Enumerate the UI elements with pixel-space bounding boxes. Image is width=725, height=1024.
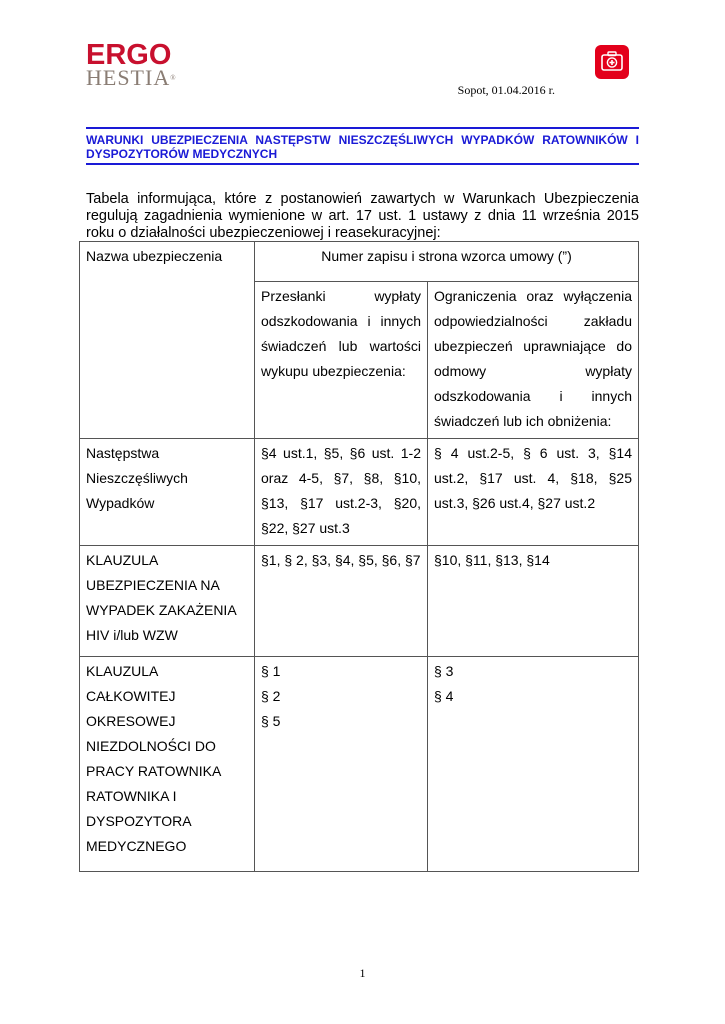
row-accidents-limitations: § 4 ust.2-5, § 6 ust. 3, §14 ust.2, §17 ust. 4, §18, §25 ust.3, §26 ust.4, §27 ust.2 bbox=[428, 439, 639, 546]
row-name-hiv-clause bbox=[80, 546, 255, 657]
cell-line: § 5 bbox=[261, 713, 281, 729]
cell-line: PRACY RATOWNIKA bbox=[86, 763, 222, 779]
logo-registered-mark: ® bbox=[170, 74, 176, 82]
column-header-limitations: Ograniczenia oraz wyłączenia odpowiedzialności zakładu ubezpieczeń uprawniające do odmowy wypłaty odszkodowania i innych świadczeń lub ich obniżenia: bbox=[428, 282, 639, 439]
table-header-row bbox=[80, 242, 639, 282]
cell-line: § 3 bbox=[434, 663, 454, 679]
cell-line: MEDYCZNEGO bbox=[86, 838, 187, 854]
row-accidents-conditions: §4 ust.1, §5, §6 ust. 1-2 oraz 4-5, §7, §8, §10, §13, §17 ust.2-3, §20, §22, §27 ust.3 bbox=[255, 439, 428, 546]
column-header-payment-conditions: Przesłanki wypłaty odszkodowania i innych świadczeń lub wartości wykupu ubezpieczenia: bbox=[255, 282, 428, 439]
cell-line: RATOWNIKA I bbox=[86, 788, 177, 804]
table-row bbox=[80, 657, 639, 872]
row-hiv-conditions: §1, § 2, §3, §4, §5, §6, §7 bbox=[255, 546, 428, 657]
row-hiv-limitations: §10, §11, §13, §14 bbox=[428, 546, 639, 657]
cell-line: WYPADEK ZAKAŻENIA bbox=[86, 602, 237, 618]
cell-line: OKRESOWEJ bbox=[86, 713, 176, 729]
cell-line: KLAUZULA bbox=[86, 552, 159, 568]
logo-hestia-text bbox=[86, 67, 186, 89]
row-incapacity-limitations bbox=[428, 657, 639, 872]
group-header-record-number: Numer zapisu i strona wzorca umowy (”) bbox=[255, 242, 639, 282]
table-row bbox=[80, 439, 639, 546]
cell-line: § 1 bbox=[261, 663, 281, 679]
row-incapacity-conditions bbox=[255, 657, 428, 872]
document-title: WARUNKI UBEZPIECZENIA NASTĘPSTW NIESZCZĘŚLIWYCH WYPADKÓW RATOWNIKÓW I DYSPOZYTORÓW MEDYCZNYCH bbox=[86, 133, 639, 161]
ergo-hestia-logo bbox=[86, 41, 186, 89]
cell-line: § 4 bbox=[434, 688, 454, 704]
logo-hestia-word: HESTIA bbox=[86, 65, 171, 90]
cell-line: NIEZDOLNOŚCI DO bbox=[86, 738, 216, 754]
cell-line: KLAUZULA bbox=[86, 663, 159, 679]
cell-line: § 2 bbox=[261, 688, 281, 704]
cell-line: CAŁKOWITEJ bbox=[86, 688, 176, 704]
cell-line: Wypadków bbox=[86, 495, 155, 511]
logo-ergo-text: ERGO bbox=[86, 39, 172, 71]
table-row bbox=[80, 546, 639, 657]
row-name-accidents bbox=[80, 439, 255, 546]
cell-line: Następstwa bbox=[86, 445, 160, 461]
cell-line: HIV i/lub WZW bbox=[86, 627, 178, 643]
column-header-insurance-name: Nazwa ubezpieczenia bbox=[80, 242, 255, 439]
provisions-table bbox=[79, 241, 639, 872]
page-number: 1 bbox=[359, 966, 366, 980]
document-date: Sopot, 01.04.2016 r. bbox=[457, 83, 555, 97]
row-name-incapacity-clause bbox=[80, 657, 255, 872]
cell-line: Nieszczęśliwych bbox=[86, 470, 188, 486]
document-title-block bbox=[86, 127, 639, 165]
intro-paragraph: Tabela informująca, które z postanowień zawartych w Warunkach Ubezpieczenia regulują zagadnienia wymienione w art. 17 ust. 1 ustawy z dnia 11 września 2015 roku o działalności ubezpieczeniowej i reasekuracyjnej: bbox=[86, 191, 639, 241]
cell-line: DYSPOZYTORA bbox=[86, 813, 192, 829]
cell-line: UBEZPIECZENIA NA bbox=[86, 577, 220, 593]
first-aid-kit-icon bbox=[595, 45, 629, 79]
